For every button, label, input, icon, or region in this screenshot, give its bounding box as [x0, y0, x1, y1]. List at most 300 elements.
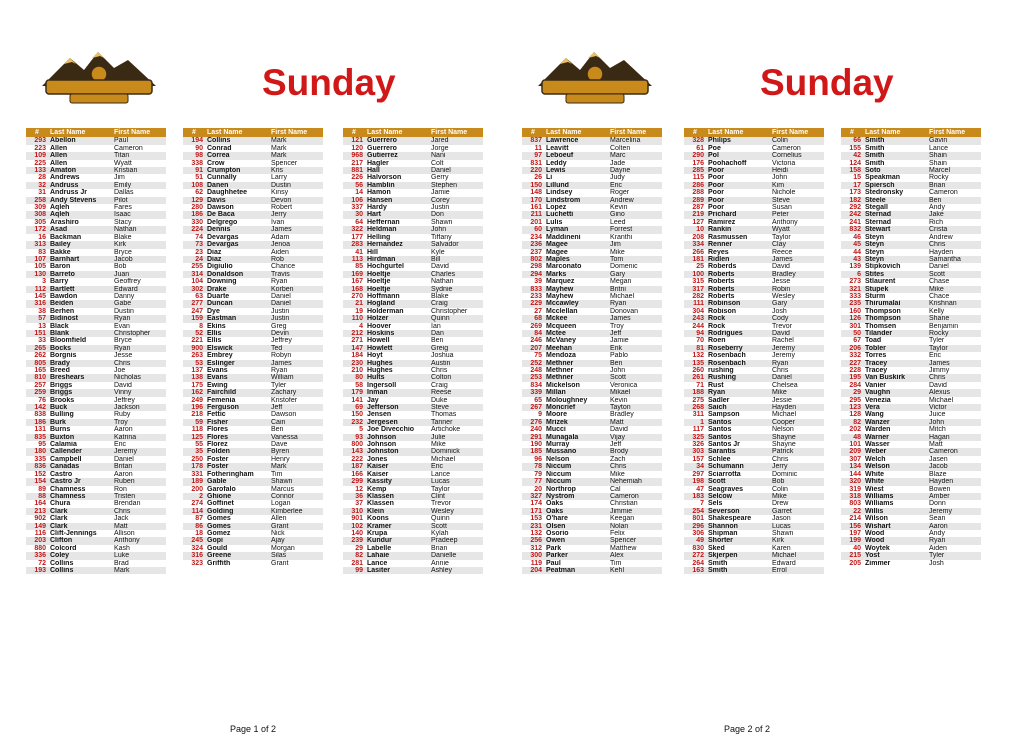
last-name: Stlaurent	[865, 278, 896, 286]
racer-number: 67	[853, 337, 861, 345]
first-name: Robert	[271, 204, 293, 212]
last-name: Marconato	[546, 263, 582, 271]
page-number: Page 2 of 2	[724, 724, 771, 734]
last-name: Castro	[50, 470, 73, 478]
last-name: Abellon	[48, 137, 112, 144]
first-name: Jeff	[608, 330, 662, 337]
table-row	[684, 315, 824, 322]
table-row	[183, 411, 323, 418]
last-name: Mickelson	[546, 381, 580, 389]
last-name: Steyn	[863, 256, 927, 263]
first-name: Nelson	[772, 426, 794, 434]
racer-number: 203	[26, 537, 48, 544]
table-row	[522, 204, 662, 211]
table-row	[343, 315, 483, 322]
table-row	[684, 382, 824, 389]
first-name: Jeff	[610, 441, 622, 449]
last-name: Gopi	[205, 537, 269, 544]
racer-number: 224	[183, 226, 205, 233]
table-row	[26, 374, 166, 381]
racer-number: 335	[34, 455, 46, 463]
first-name: Bill	[429, 256, 483, 263]
racer-number: 69	[343, 404, 365, 411]
racer-number: 830	[692, 544, 704, 552]
last-name: Osorio	[546, 529, 569, 537]
last-name: Wood	[863, 537, 927, 544]
racer-number: 336	[26, 552, 48, 559]
table-row	[684, 234, 824, 241]
first-name: Matthew	[610, 544, 637, 552]
table-row	[343, 567, 483, 574]
last-name: Poe	[708, 144, 721, 152]
first-name: Byren	[269, 448, 323, 455]
first-name: Felix	[610, 529, 625, 537]
first-name: Chelsea	[772, 381, 798, 389]
racer-number: 75	[534, 352, 542, 360]
racer-number: 326	[692, 441, 704, 449]
last-name: Lahaie	[365, 552, 429, 559]
racer-number: 13	[38, 322, 46, 330]
first-name: Patrick	[770, 448, 824, 455]
table-row	[841, 374, 981, 381]
first-name: Scott	[927, 271, 981, 278]
first-name: Juice	[929, 411, 946, 419]
racer-number: 51	[195, 174, 203, 182]
racer-number: 294	[522, 271, 544, 278]
first-name: Gabe	[112, 300, 166, 307]
racer-number: 39	[534, 278, 542, 286]
racer-number: 167	[351, 278, 363, 286]
first-name: Colin	[770, 137, 824, 144]
table-row	[841, 256, 981, 263]
racer-number: 19	[355, 307, 363, 315]
racer-number: 153	[530, 515, 542, 523]
last-name: Spiersch	[863, 182, 927, 189]
table-row	[343, 249, 483, 256]
table-row	[343, 182, 483, 189]
racer-number: 182	[841, 197, 863, 204]
racer-number: 267	[522, 404, 544, 411]
table-row	[183, 508, 323, 515]
first-name: Bradley	[610, 411, 634, 419]
last-name: White	[863, 478, 927, 485]
last-name: Stegall	[865, 204, 888, 212]
racer-number: 232	[343, 419, 365, 426]
last-name: Saich	[706, 404, 770, 411]
first-name: Mike	[927, 286, 981, 293]
last-name: Colcord	[50, 544, 77, 552]
racer-number: 142	[26, 404, 48, 411]
table-row	[522, 397, 662, 404]
table-row	[841, 441, 981, 448]
first-name: Samantha	[927, 256, 981, 263]
table-row	[26, 219, 166, 226]
racer-number: 110	[343, 315, 365, 322]
racer-number: 139	[849, 263, 861, 271]
racer-number: 79	[534, 470, 542, 478]
racer-number: 157	[692, 455, 704, 463]
last-name: Sarantis	[706, 448, 770, 455]
table-row	[343, 530, 483, 537]
table-row	[841, 515, 981, 522]
racer-number: 217	[351, 159, 363, 167]
last-name: Poor	[706, 197, 770, 204]
racer-number: 190	[530, 441, 542, 449]
racer-number: 199	[841, 537, 863, 544]
first-name: Roger	[610, 189, 630, 197]
first-name: Spencer	[608, 537, 662, 544]
table-row	[26, 367, 166, 374]
racer-number: 313	[26, 241, 48, 248]
first-name: Blaze	[929, 470, 947, 478]
last-name: Pol	[706, 152, 770, 159]
table-row	[26, 530, 166, 537]
table-row	[684, 278, 824, 285]
racer-number: 330	[191, 218, 203, 226]
racer-number: 322	[343, 226, 365, 233]
table-row	[343, 374, 483, 381]
table-row	[522, 508, 662, 515]
table-row	[183, 189, 323, 196]
last-name: Jensen	[367, 411, 392, 419]
last-name: Conrad	[207, 144, 232, 152]
table-row	[343, 552, 483, 559]
first-name: Matt	[608, 419, 662, 426]
last-name: Smith	[865, 159, 885, 167]
first-name: Jake	[927, 211, 981, 218]
racer-number: 23	[195, 248, 203, 256]
table-row	[26, 500, 166, 507]
racer-number: 194	[183, 137, 205, 144]
racer-number: 91	[183, 167, 205, 174]
first-name: Artichoke	[431, 426, 461, 434]
virginia-city-logo	[536, 46, 654, 106]
racer-number: 17	[841, 182, 863, 189]
racer-number: 58	[355, 381, 363, 389]
table-row	[183, 315, 323, 322]
racer-number: 82	[343, 552, 365, 559]
first-name: Colton	[429, 374, 483, 381]
last-name: Goffinet	[207, 500, 234, 508]
racer-number: 186	[183, 211, 205, 218]
racer-number: 260	[692, 367, 704, 374]
racer-number: 15	[853, 174, 861, 182]
first-name: Pablo	[610, 352, 628, 360]
first-name: Jack	[114, 515, 129, 523]
racer-number: 202	[849, 426, 861, 434]
last-name: Zimmer	[865, 559, 891, 567]
first-name: Kristian	[112, 167, 166, 174]
racer-number: 160	[849, 307, 861, 315]
table-row	[183, 137, 323, 144]
racer-number: 117	[692, 426, 704, 434]
header-last-name: Last Name	[48, 128, 112, 137]
table-row	[684, 160, 824, 167]
racer-number: 141	[351, 396, 363, 404]
table-header-row	[684, 128, 824, 137]
last-name: Backman	[50, 233, 82, 241]
first-name: Katrina	[112, 434, 166, 441]
last-name: Lindstrom	[544, 197, 608, 204]
last-name: Wilson	[865, 515, 888, 523]
last-name: Hughes	[367, 367, 393, 374]
last-name: Aqleh	[50, 204, 70, 212]
racer-number: 211	[522, 211, 544, 218]
table-row	[684, 419, 824, 426]
last-name: Leavitt	[546, 144, 569, 152]
last-name: Rock	[706, 315, 770, 322]
first-name: Michael	[770, 552, 824, 559]
last-name: Schlee	[708, 455, 731, 463]
last-name: Poor	[708, 204, 724, 212]
last-name: Sciarrotta	[708, 470, 741, 478]
racer-number: 72	[38, 559, 46, 567]
first-name: Tiffany	[431, 233, 452, 241]
table-row	[343, 352, 483, 359]
racer-number: 181	[684, 256, 706, 263]
table-row	[183, 160, 323, 167]
table-row	[343, 515, 483, 522]
racer-number: 106	[343, 197, 365, 204]
first-name: Aaron	[927, 523, 981, 530]
first-name: Tyler	[271, 381, 287, 389]
first-name: Victoria	[772, 159, 796, 167]
first-name: Christopher	[431, 307, 468, 315]
last-name: Moncrief	[544, 404, 608, 411]
racer-number: 21	[343, 300, 365, 307]
first-name: Alex	[608, 552, 662, 559]
table-row	[841, 389, 981, 396]
first-name: Edward	[772, 559, 796, 567]
last-name: Smith	[863, 137, 927, 144]
table-row	[183, 397, 323, 404]
racer-number: 233	[530, 292, 542, 300]
table-row	[26, 448, 166, 455]
racer-number: 248	[530, 367, 542, 374]
racer-number: 223	[34, 144, 46, 152]
table-row	[343, 508, 483, 515]
last-name: Bidinost	[48, 315, 112, 322]
racer-number: 113	[343, 256, 365, 263]
last-name: Peatman	[544, 567, 608, 574]
first-name: Cornelius	[770, 152, 824, 159]
racer-number: 902	[34, 515, 46, 523]
table-row	[183, 278, 323, 285]
last-name: Marks	[544, 271, 608, 278]
first-name: Shawn	[269, 478, 323, 485]
table-row	[684, 397, 824, 404]
table-row	[841, 137, 981, 144]
last-name: Koons	[367, 515, 389, 523]
first-name: Shawn	[772, 529, 794, 537]
first-name: Jade	[610, 159, 626, 167]
last-name: Parker	[544, 552, 608, 559]
last-name: Niccum	[544, 463, 608, 470]
last-name: Klassen	[367, 500, 394, 508]
last-name: Donaldson	[205, 271, 269, 278]
last-name: Collins	[205, 137, 269, 144]
racer-number: 234	[530, 233, 542, 241]
racer-number: 74	[195, 233, 203, 241]
last-name: Lawrence	[544, 137, 608, 144]
last-name: Robinson	[706, 300, 770, 307]
racer-number: 84	[522, 330, 544, 337]
last-name: Ellis	[205, 330, 269, 337]
racer-number: 28	[38, 174, 46, 182]
last-name: Vera	[863, 404, 927, 411]
racer-number: 295	[849, 396, 861, 404]
table-row	[26, 241, 166, 248]
first-name: Jeremy	[927, 508, 981, 515]
table-row	[183, 300, 323, 307]
first-name: Eric	[929, 352, 942, 360]
first-name: Rachel	[772, 337, 794, 345]
table-row	[522, 486, 662, 493]
first-name: Cooper	[770, 419, 824, 426]
table-row	[522, 530, 662, 537]
first-name: Aaron	[114, 470, 133, 478]
table-row	[841, 145, 981, 152]
last-name: Briggs	[48, 389, 112, 396]
table-row	[26, 426, 166, 433]
racer-number: 138	[183, 374, 205, 381]
first-name: Morgan	[271, 544, 295, 552]
first-name: Kylah	[431, 529, 449, 537]
first-name: Erik	[608, 345, 662, 352]
table-row	[841, 249, 981, 256]
header-number: #	[522, 128, 544, 137]
first-name: Michael	[431, 455, 456, 463]
table-row	[343, 286, 483, 293]
header-last-name: Last Name	[706, 128, 770, 137]
first-name: Susan	[772, 204, 792, 212]
racer-number: 331	[191, 470, 203, 478]
last-name: Munagala	[544, 434, 608, 441]
racer-number: 186	[26, 419, 48, 426]
racer-number: 900	[183, 345, 205, 352]
first-name: Ashley	[429, 567, 483, 574]
racer-number: 207	[522, 345, 544, 352]
racer-number: 129	[183, 197, 205, 204]
last-name: Shannon	[706, 523, 770, 530]
first-name: John	[927, 419, 981, 426]
racer-number: 169	[343, 271, 365, 278]
header-number: #	[684, 128, 706, 137]
racer-number: 901	[351, 515, 363, 523]
first-name: Wesley	[772, 292, 795, 300]
last-name: Soto	[863, 167, 927, 174]
table-row	[343, 537, 483, 544]
last-name: Bawdon	[50, 292, 78, 300]
last-name: Toad	[865, 337, 882, 345]
last-name: Thompson	[865, 307, 901, 315]
table-row	[841, 508, 981, 515]
racer-number: 73	[183, 241, 205, 248]
first-name: Jacob	[112, 256, 166, 263]
table-row	[183, 234, 323, 241]
virginia-city-logo	[40, 46, 158, 106]
racer-number: 196	[183, 404, 205, 411]
last-name: Allen	[50, 159, 68, 167]
racer-number: 220	[522, 167, 544, 174]
racer-number: 289	[684, 197, 706, 204]
first-name: Jerry	[269, 211, 323, 218]
first-name: Matt	[929, 441, 943, 449]
table-row	[26, 271, 166, 278]
table-row	[183, 389, 323, 396]
first-name: Dominick	[429, 448, 483, 455]
last-name: Evans	[207, 367, 228, 374]
first-name: Gary	[608, 271, 662, 278]
first-name: Geoffrey	[114, 278, 141, 286]
first-name: Chance	[271, 263, 296, 271]
table-row	[522, 448, 662, 455]
racer-number: 25	[696, 263, 704, 271]
racer-number: 219	[684, 211, 706, 218]
table-row	[522, 256, 662, 263]
last-name: Rankin	[706, 226, 770, 233]
first-name: Kirk	[770, 537, 824, 544]
table-row	[841, 448, 981, 455]
racer-number: 243	[684, 315, 706, 322]
last-name: Shorter	[706, 537, 770, 544]
last-name: Gomes	[207, 515, 231, 523]
racer-number: 130	[26, 271, 48, 278]
first-name: Ryan	[927, 537, 981, 544]
last-name: Smith	[865, 144, 885, 152]
table-row	[841, 560, 981, 567]
first-name: Tim	[271, 470, 283, 478]
table-row	[343, 493, 483, 500]
header-number: #	[343, 128, 365, 137]
last-name: Speakman	[865, 174, 901, 182]
first-name: Taylor	[927, 345, 981, 352]
last-name: Hoeltje	[365, 286, 429, 293]
last-name: Campbell	[50, 455, 82, 463]
first-name: Trevor	[772, 322, 792, 330]
racer-number: 108	[183, 182, 205, 189]
table-row	[522, 523, 662, 530]
last-name: Beiden	[48, 300, 112, 307]
last-name: Prichard	[706, 211, 770, 218]
racer-number: 250	[191, 455, 203, 463]
last-name: Correa	[205, 152, 269, 159]
racer-number: 337	[351, 204, 363, 212]
racer-number: 123	[841, 404, 863, 411]
table-row	[522, 234, 662, 241]
table-row	[183, 493, 323, 500]
first-name: Thomas	[431, 411, 457, 419]
first-name: Jorge	[431, 144, 449, 152]
last-name: Hoeltje	[367, 278, 391, 286]
table-row	[26, 382, 166, 389]
first-name: Devon	[269, 197, 323, 204]
racer-number: 30	[343, 211, 365, 218]
racer-number: 81	[684, 345, 706, 352]
table-row	[522, 426, 662, 433]
first-name: Alexus	[927, 389, 981, 396]
racer-number: 10	[684, 226, 706, 233]
racer-number: 836	[26, 463, 48, 470]
first-name: Dallas	[114, 189, 134, 197]
racer-number: 305	[34, 218, 46, 226]
last-name: Mckee	[544, 315, 608, 322]
last-name: Dawson	[207, 204, 234, 212]
page-number: Page 1 of 2	[230, 724, 277, 734]
first-name: Kimberlee	[269, 508, 323, 515]
racer-number: 303	[684, 448, 706, 455]
last-name: Ghione	[205, 493, 269, 500]
